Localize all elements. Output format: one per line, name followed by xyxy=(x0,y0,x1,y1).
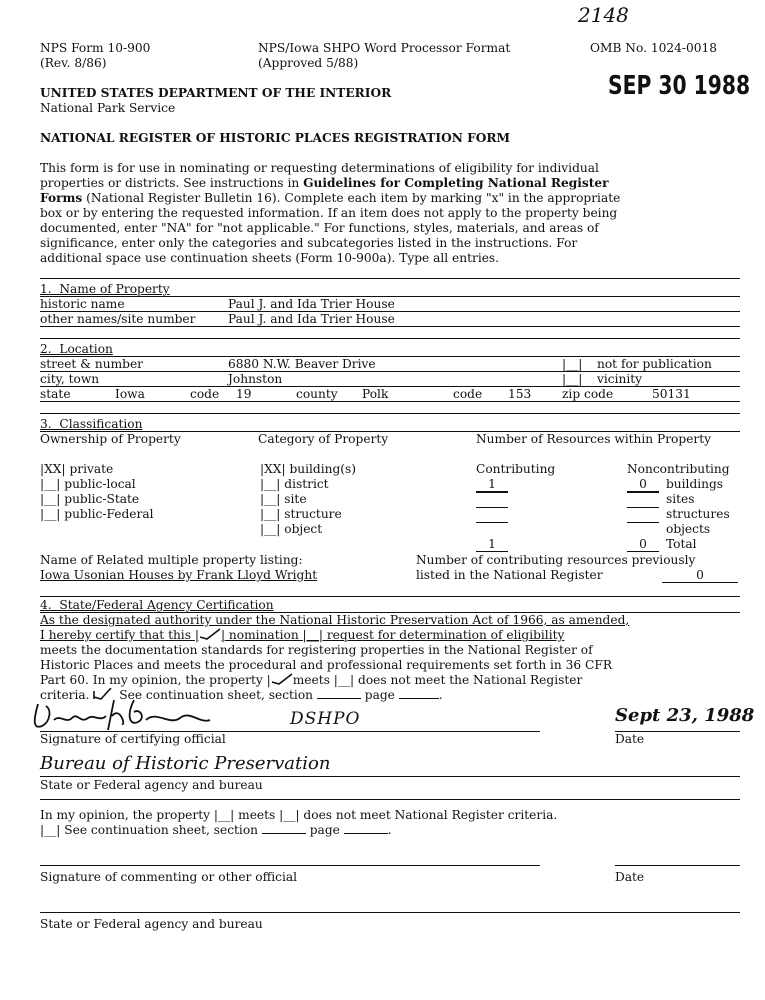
state-label: state xyxy=(40,387,71,401)
instructions-line: significance, enter only the categories and subcategories listed in the instructions. For xyxy=(40,236,578,250)
noncontributing-total[interactable]: 0 xyxy=(627,537,659,552)
page-blank[interactable] xyxy=(399,698,439,699)
category-option-label: structure xyxy=(284,507,342,521)
meets-checkbox[interactable]: | xyxy=(267,673,293,687)
certification-text: I hereby certify that this xyxy=(40,628,195,642)
divider xyxy=(40,401,740,402)
omb-number: OMB No. 1024-0018 xyxy=(590,41,717,55)
ownership-public-local[interactable] xyxy=(40,477,136,492)
contributing-total[interactable]: 1 xyxy=(476,537,508,552)
noncontributing-buildings[interactable]: 0 xyxy=(627,477,659,492)
form-number: NPS Form 10-900 xyxy=(40,41,151,55)
comment-date-label: Date xyxy=(615,870,645,884)
category-district[interactable] xyxy=(260,477,329,492)
ownership-option-label: public-State xyxy=(64,492,140,506)
contributing-header: Contributing xyxy=(476,462,556,476)
county-code-label: code xyxy=(453,387,483,401)
divider xyxy=(40,326,740,327)
handwritten-number: 2148 xyxy=(578,3,629,27)
comment-signature-label: Signature of commenting or other official xyxy=(40,870,298,884)
instructions-line xyxy=(40,191,620,206)
section3-heading: 3. Classification xyxy=(40,417,143,431)
agency-line xyxy=(40,776,740,777)
category-checkbox[interactable]: |__| xyxy=(260,492,281,506)
form-approved: (Approved 5/88) xyxy=(258,56,359,70)
certification-text: criteria. xyxy=(40,688,94,702)
ownership-option-label: public-local xyxy=(64,477,136,491)
ownership-checkbox[interactable]: |__| xyxy=(40,492,61,506)
noncontributing-structures[interactable] xyxy=(627,507,659,508)
other-names-value[interactable]: Paul J. and Ida Trier House xyxy=(228,312,395,326)
ownership-label: Ownership of Property xyxy=(40,432,181,446)
instructions-line: This form is for use in nominating or requesting determinations of eligibility for individual xyxy=(40,161,599,175)
zip-label: zip code xyxy=(562,387,614,401)
county-code-value[interactable]: 153 xyxy=(508,387,532,401)
certification-text: . xyxy=(438,688,443,702)
check-mark-icon xyxy=(199,628,221,640)
agency-line xyxy=(40,912,740,913)
state-value[interactable]: Iowa xyxy=(115,387,145,401)
category-option-label: site xyxy=(284,492,307,506)
contributing-structures[interactable] xyxy=(476,507,508,508)
section1-heading: 1. Name of Property xyxy=(40,282,170,296)
resource-type-label: buildings xyxy=(666,477,724,491)
comment-text: . xyxy=(387,823,392,837)
section-blank[interactable] xyxy=(317,698,361,699)
section2-heading: 2. Location xyxy=(40,342,113,356)
certification-date-value: Sept 23, 1988 xyxy=(615,705,755,726)
street-value[interactable]: 6880 N.W. Beaver Drive xyxy=(228,357,376,371)
contributing-objects[interactable] xyxy=(476,522,508,523)
ownership-option-label: private xyxy=(69,462,114,476)
certification-text: meets |__| does not meet the National Register xyxy=(292,673,583,687)
signer-title: DSHPO xyxy=(290,709,361,729)
instructions-line: box or by entering the requested information. If an item does not apply to the property being xyxy=(40,206,618,220)
form-title: NATIONAL REGISTER OF HISTORIC PLACES REGISTRATION FORM xyxy=(40,131,510,145)
ownership-public-federal[interactable] xyxy=(40,507,153,522)
vicinity-checkbox[interactable]: |__| xyxy=(562,372,583,386)
previously-listed-label: Number of contributing resources previously xyxy=(416,553,696,567)
divider xyxy=(40,386,740,387)
county-value[interactable]: Polk xyxy=(362,387,389,401)
related-listing-value[interactable]: Iowa Usonian Houses by Frank Lloyd Wright xyxy=(40,568,318,582)
instructions-text: (National Register Bulletin 16). Complete each item by marking "x" in the appropriate xyxy=(82,191,621,205)
category-site[interactable] xyxy=(260,492,307,507)
resource-type-label: structures xyxy=(666,507,730,521)
resource-type-label: Total xyxy=(666,537,697,551)
contributing-buildings[interactable]: 1 xyxy=(476,477,508,492)
guidelines-title: Forms xyxy=(40,191,83,205)
certification-text: page xyxy=(360,688,399,702)
category-checkbox[interactable]: |__| xyxy=(260,477,281,491)
certification-text: See continuation sheet, section xyxy=(115,688,317,702)
certification-line: As the designated authority under the National Historic Preservation Act of 1966, as amended, xyxy=(40,613,630,627)
street-label: street & number xyxy=(40,357,143,371)
agency-bureau-value: Bureau of Historic Preservation xyxy=(40,753,331,774)
category-option-label: district xyxy=(284,477,329,491)
signature-certifying-official xyxy=(30,696,270,736)
instructions-line: additional space use continuation sheets (Form 10-900a). Type all entries. xyxy=(40,251,500,265)
guidelines-title: Guidelines for Completing National Register xyxy=(303,176,609,190)
resource-type-label: objects xyxy=(666,522,711,536)
category-option-label: object xyxy=(284,522,323,536)
comment-opinion-line: In my opinion, the property |__| meets |__| does not meet National Register criteria. xyxy=(40,808,558,822)
agency-label: State or Federal agency and bureau xyxy=(40,778,263,792)
ownership-public-state[interactable] xyxy=(40,492,139,507)
city-value[interactable]: Johnston xyxy=(228,372,283,386)
county-label: county xyxy=(296,387,338,401)
state-code-label: code xyxy=(190,387,220,401)
instructions-line xyxy=(40,176,609,191)
state-code-value[interactable]: 19 xyxy=(236,387,252,401)
contributing-sites[interactable] xyxy=(476,492,508,493)
category-label: Category of Property xyxy=(258,432,389,446)
certification-line: Historic Places and meets the procedural and professional requirements set forth in 36 CFR xyxy=(40,658,612,672)
service-name: National Park Service xyxy=(40,101,176,115)
divider xyxy=(40,413,740,414)
comment-agency-label: State or Federal agency and bureau xyxy=(40,917,263,931)
historic-name-label: historic name xyxy=(40,297,125,311)
category-checkbox[interactable]: |__| xyxy=(260,522,281,536)
comment-continuation-line xyxy=(40,823,392,838)
category-structure[interactable] xyxy=(260,507,342,522)
divider xyxy=(40,278,740,279)
comment-text: |__| See continuation sheet, section xyxy=(40,823,262,837)
ownership-option-label: public-Federal xyxy=(64,507,154,521)
not-for-publication-label: not for publication xyxy=(597,357,712,371)
signature-line xyxy=(40,865,540,866)
certification-line: meets the documentation standards for registering properties in the National Register of xyxy=(40,643,593,657)
noncontributing-sites[interactable] xyxy=(627,492,659,493)
noncontributing-header: Noncontributing xyxy=(627,462,730,476)
signature-label: Signature of certifying official xyxy=(40,732,226,746)
nomination-checkbox[interactable]: | | xyxy=(194,628,226,642)
instructions-text: properties or districts. See instructions in xyxy=(40,176,304,190)
section-blank[interactable] xyxy=(262,833,306,834)
vicinity-label: vicinity xyxy=(597,372,643,386)
check-mark-icon xyxy=(271,673,293,685)
category-option-label: building(s) xyxy=(289,462,357,476)
comment-text: page xyxy=(305,823,344,837)
instructions-line: documented, enter "NA" for "not applicable." For functions, styles, materials, and areas of xyxy=(40,221,599,235)
ownership-checkbox[interactable]: |__| xyxy=(40,507,61,521)
category-buildings[interactable] xyxy=(260,462,356,477)
date-label: Date xyxy=(615,732,645,746)
ownership-private[interactable] xyxy=(40,462,113,477)
city-label: city, town xyxy=(40,372,100,386)
category-object[interactable] xyxy=(260,522,322,537)
ownership-checkbox[interactable]: |__| xyxy=(40,477,61,491)
certification-line xyxy=(40,673,582,688)
resource-type-label: sites xyxy=(666,492,695,506)
other-names-label: other names/site number xyxy=(40,312,196,326)
divider xyxy=(40,596,740,597)
ownership-checkbox[interactable]: |XX| xyxy=(40,462,66,476)
category-checkbox[interactable]: |XX| xyxy=(260,462,286,476)
section4-heading: 4. State/Federal Agency Certification xyxy=(40,598,274,612)
date-line xyxy=(615,865,740,866)
form-format: NPS/Iowa SHPO Word Processor Format xyxy=(258,41,511,55)
certification-line xyxy=(40,628,564,643)
previously-listed-value[interactable]: 0 xyxy=(662,568,738,583)
historic-name-value[interactable]: Paul J. and Ida Trier House xyxy=(228,297,395,311)
certification-text: nomination |__| request for determination of eligibility xyxy=(225,628,565,642)
not-for-publication-checkbox[interactable]: |__| xyxy=(562,357,583,371)
resources-label: Number of Resources within Property xyxy=(476,432,712,446)
form-revision: (Rev. 8/86) xyxy=(40,56,107,70)
divider xyxy=(40,338,740,339)
page-blank[interactable] xyxy=(344,833,388,834)
zip-value[interactable]: 50131 xyxy=(652,387,691,401)
received-date-stamp: SEP 30 1988 xyxy=(608,71,751,101)
related-listing-label: Name of Related multiple property listing: xyxy=(40,553,303,567)
department-name: UNITED STATES DEPARTMENT OF THE INTERIOR xyxy=(40,86,392,100)
category-checkbox[interactable]: |__| xyxy=(260,507,281,521)
previously-listed-label-2: listed in the National Register xyxy=(416,568,603,582)
divider xyxy=(40,799,740,800)
certification-text: Part 60. In my opinion, the property xyxy=(40,673,267,687)
noncontributing-objects[interactable] xyxy=(627,522,659,523)
